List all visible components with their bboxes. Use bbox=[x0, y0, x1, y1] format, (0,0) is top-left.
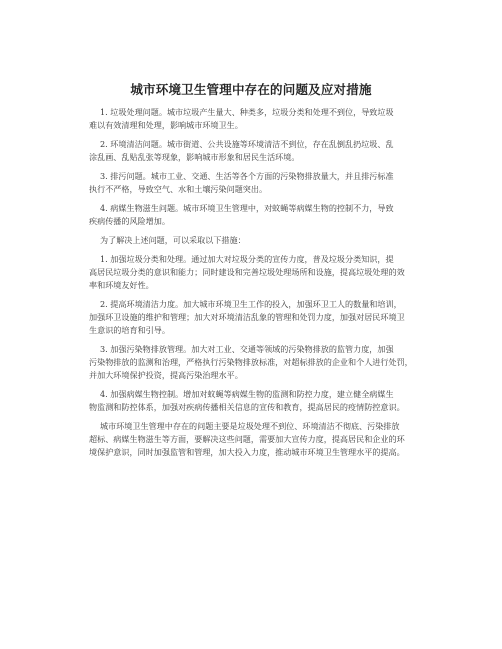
paragraph-line: 4. 加强病媒生物控制。增加对蚊蝇等病媒生物的监测和防控力度，建立健全病媒生 bbox=[100, 389, 394, 399]
paragraph-line: 难以有效清理和处理，影响城市环境卫生。 bbox=[89, 120, 243, 130]
paragraph-line: 高居民垃圾分类的意识和能力；同时建设和完善垃圾处理场所和设施，提高垃圾处理的效 bbox=[89, 267, 405, 277]
paragraph-measure-pollution bbox=[89, 343, 413, 382]
paragraph-line: 污染物排放的监测和治理，严格执行污染物排放标准，对超标排放的企业和个人进行处罚， bbox=[89, 357, 413, 367]
paragraph-line: 加强环卫设施的维护和管理；加大对环境清洁乱象的管理和处罚力度，加强对居民环境卫 bbox=[89, 312, 405, 322]
paragraph-measure-garbage bbox=[89, 253, 413, 292]
paragraph-line: 境保护意识，同时加强监管和管理，加大投入力度，推动城市环境卫生管理水平的提高。 bbox=[89, 447, 405, 457]
paragraph-line: 为了解决上述问题，可以采取以下措施： bbox=[100, 235, 246, 245]
paragraph-conclusion bbox=[89, 420, 413, 459]
document-title: 城市环境卫生管理中存在的问题及应对措施 bbox=[130, 82, 372, 97]
paragraph-line: 率和环境友好性。 bbox=[89, 280, 154, 290]
paragraph-measures-intro bbox=[89, 234, 413, 247]
paragraph-garbage-problem bbox=[89, 106, 413, 132]
paragraph-line: 执行不严格，导致空气、水和土壤污染问题突出。 bbox=[89, 184, 268, 194]
paragraph-line: 4. 病媒生物滋生问题。城市环境卫生管理中，对蚊蝇等病媒生物的控制不力，导致 bbox=[100, 203, 394, 213]
paragraph-pollution-problem bbox=[89, 170, 413, 196]
paragraph-line: 3. 加强污染物排放管理。加大对工业、交通等领域的污染物排放的监管力度，加强 bbox=[100, 344, 394, 354]
paragraph-line: 1. 加强垃圾分类和处理。通过加大对垃圾分类的宣传力度，普及垃圾分类知识，提 bbox=[100, 254, 394, 264]
paragraph-line: 2. 环境清洁问题。城市街道、公共设施等环境清洁不到位，存在乱倒乱扔垃圾、乱 bbox=[100, 139, 394, 149]
paragraph-line: 3. 排污问题。城市工业、交通、生活等各个方面的污染物排放量大，并且排污标准 bbox=[100, 171, 394, 181]
paragraph-measure-cleaning bbox=[89, 298, 413, 337]
paragraph-line: 疾病传播的风险增加。 bbox=[89, 216, 170, 226]
paragraph-line: 涂乱画、乱贴乱张等现象，影响城市形象和居民生活环境。 bbox=[89, 152, 300, 162]
document-body bbox=[89, 106, 413, 465]
paragraph-line: 并加大环境保护投资，提高污染治理水平。 bbox=[89, 370, 243, 380]
paragraph-measure-vector bbox=[89, 388, 413, 414]
paragraph-line: 城市环境卫生管理中存在的问题主要是垃圾处理不到位、环境清洁不彻底、污染排放 bbox=[100, 421, 400, 431]
paragraph-cleaning-problem bbox=[89, 138, 413, 164]
paragraph-line: 2. 提高环境清洁力度。加大城市环境卫生工作的投入，加强环卫工人的数量和培训， bbox=[100, 299, 402, 309]
paragraph-line: 物监测和防控体系，加强对疾病传播相关信息的宣传和教育，提高居民的疫情防控意识。 bbox=[89, 402, 405, 412]
paragraph-line: 生意识的培育和引导。 bbox=[89, 325, 170, 335]
paragraph-line: 超标、病媒生物滋生等方面，要解决这些问题，需要加大宣传力度，提高居民和企业的环 bbox=[89, 434, 405, 444]
paragraph-vector-problem bbox=[89, 202, 413, 228]
paragraph-line: 1. 垃圾处理问题。城市垃圾产生量大、种类多，垃圾分类和处理不到位，导致垃圾 bbox=[100, 107, 394, 117]
